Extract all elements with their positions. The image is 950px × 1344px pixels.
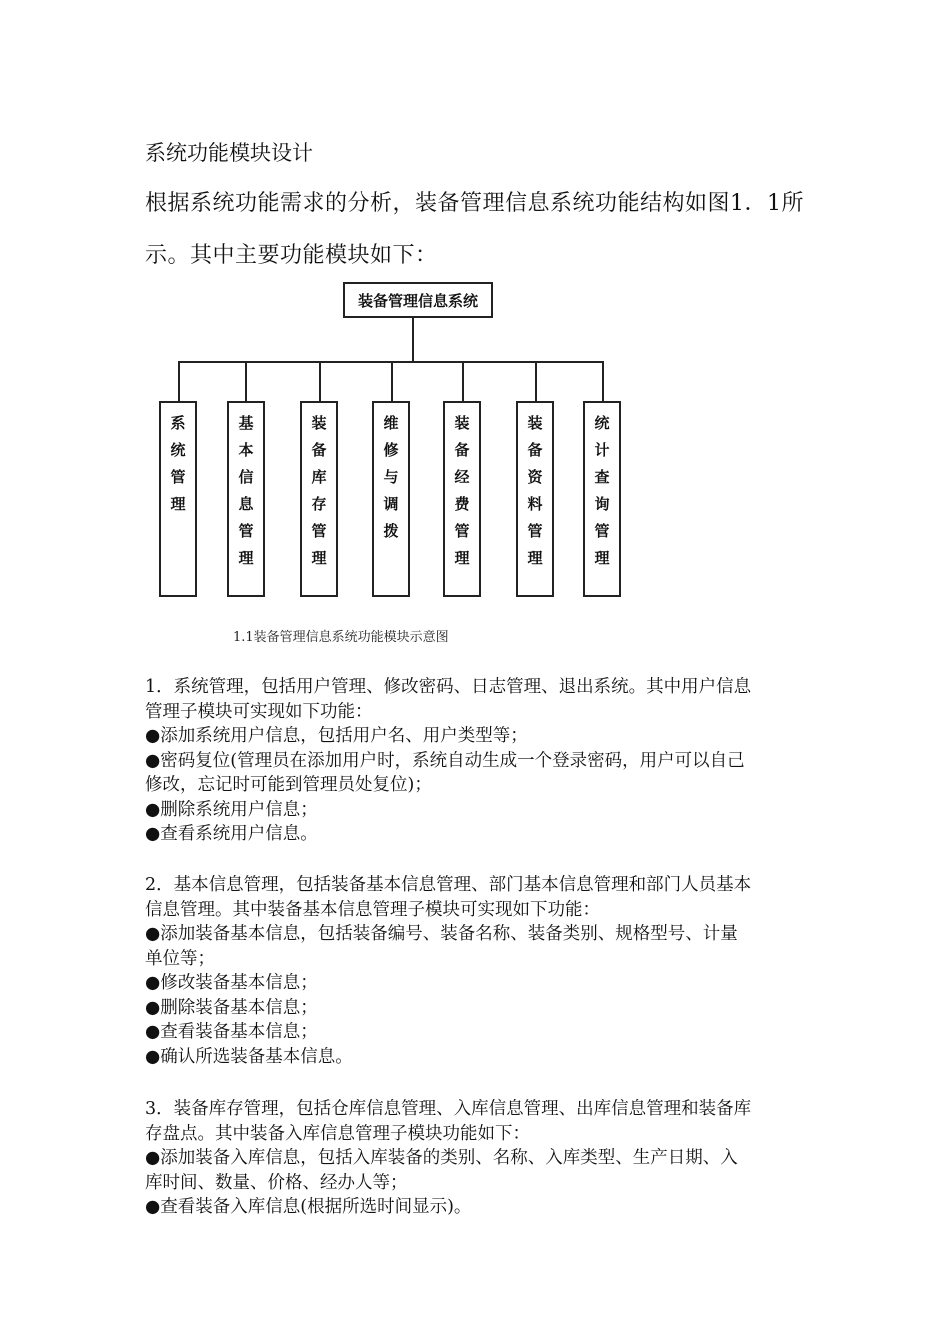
intro-line-2: 示。其中主要功能模块如下： — [145, 243, 438, 268]
section-system-management — [145, 675, 751, 847]
module-label: 装备资料管理 — [525, 415, 544, 577]
text-line: 修改，忘记时可能到管理员处复位)； — [145, 775, 432, 795]
module-box-statistics — [583, 401, 621, 597]
module-label: 维修与调拨 — [381, 415, 400, 550]
branch-connector — [178, 361, 180, 401]
bullet-item: ●添加系统用户信息，包括用户名、用户类型等； — [145, 726, 528, 746]
branch-connector — [245, 361, 247, 401]
root-connector — [412, 318, 414, 362]
diagram-caption: 1.1装备管理信息系统功能模块示意图 — [233, 630, 449, 645]
module-label: 基本信息管理 — [236, 415, 255, 577]
module-box-documents — [516, 401, 554, 597]
text-line: 1．系统管理，包括用户管理、修改密码、日志管理、退出系统。其中用户信息 — [145, 677, 752, 697]
text-line: 3．装备库存管理，包括仓库信息管理、入库信息管理、出库信息管理和装备库 — [145, 1099, 752, 1119]
bullet-item: ●密码复位(管理员在添加用户时，系统自动生成一个登录密码，用户可以自己 — [145, 750, 745, 771]
text-line: 单位等； — [145, 948, 215, 969]
module-label: 系统管理 — [168, 415, 187, 523]
branch-connector — [462, 361, 464, 401]
text-line: 信息管理。其中装备基本信息管理子模块可实现如下功能： — [145, 899, 600, 920]
module-label: 装备库存管理 — [309, 415, 328, 577]
bullet-item: ●添加装备基本信息，包括装备编号、装备名称、装备类别、规格型号、计量 — [145, 924, 738, 944]
bullet-item: ●查看装备基本信息； — [145, 1022, 318, 1042]
bullet-item: ●删除系统用户信息； — [145, 799, 318, 820]
text-line: 管理子模块可实现如下功能： — [145, 701, 373, 722]
module-box-basic-info — [227, 401, 265, 597]
bullet-item: ●确认所选装备基本信息。 — [145, 1046, 353, 1067]
text-line: 库时间、数量、价格、经办人等； — [145, 1172, 408, 1193]
module-box-system — [159, 401, 197, 597]
branch-connector — [535, 361, 537, 401]
bullet-item: ●添加装备入库信息，包括入库装备的类别、名称、入库类型、生产日期、入 — [145, 1148, 738, 1168]
module-box-maintenance — [372, 401, 410, 597]
branch-connector — [391, 361, 393, 401]
text-line: 存盘点。其中装备入库信息管理子模块功能如下： — [145, 1123, 530, 1144]
bullet-item: ●修改装备基本信息； — [145, 973, 318, 993]
module-box-funds — [443, 401, 481, 597]
module-box-inventory — [300, 401, 338, 597]
section-basic-info-management — [145, 873, 751, 1069]
module-label: 统计查询管理 — [592, 415, 611, 577]
section-heading: 系统功能模块设计 — [145, 141, 313, 165]
bullet-item: ●删除装备基本信息； — [145, 997, 318, 1018]
branch-connector — [602, 361, 604, 401]
text-line: 2．基本信息管理，包括装备基本信息管理、部门基本信息管理和部门人员基本 — [145, 875, 752, 895]
diagram-root-box: 装备管理信息系统 — [343, 282, 493, 318]
section-inventory-management — [145, 1097, 751, 1220]
bullet-item: ●查看系统用户信息。 — [145, 824, 318, 844]
intro-line-1: 根据系统功能需求的分析，装备管理信息系统功能结构如图1．1所 — [145, 191, 804, 216]
module-label: 装备经费管理 — [452, 415, 471, 577]
function-structure-diagram — [150, 277, 640, 607]
branch-connector — [319, 361, 321, 401]
bullet-item: ●查看装备入库信息(根据所选时间显示)。 — [145, 1197, 472, 1217]
